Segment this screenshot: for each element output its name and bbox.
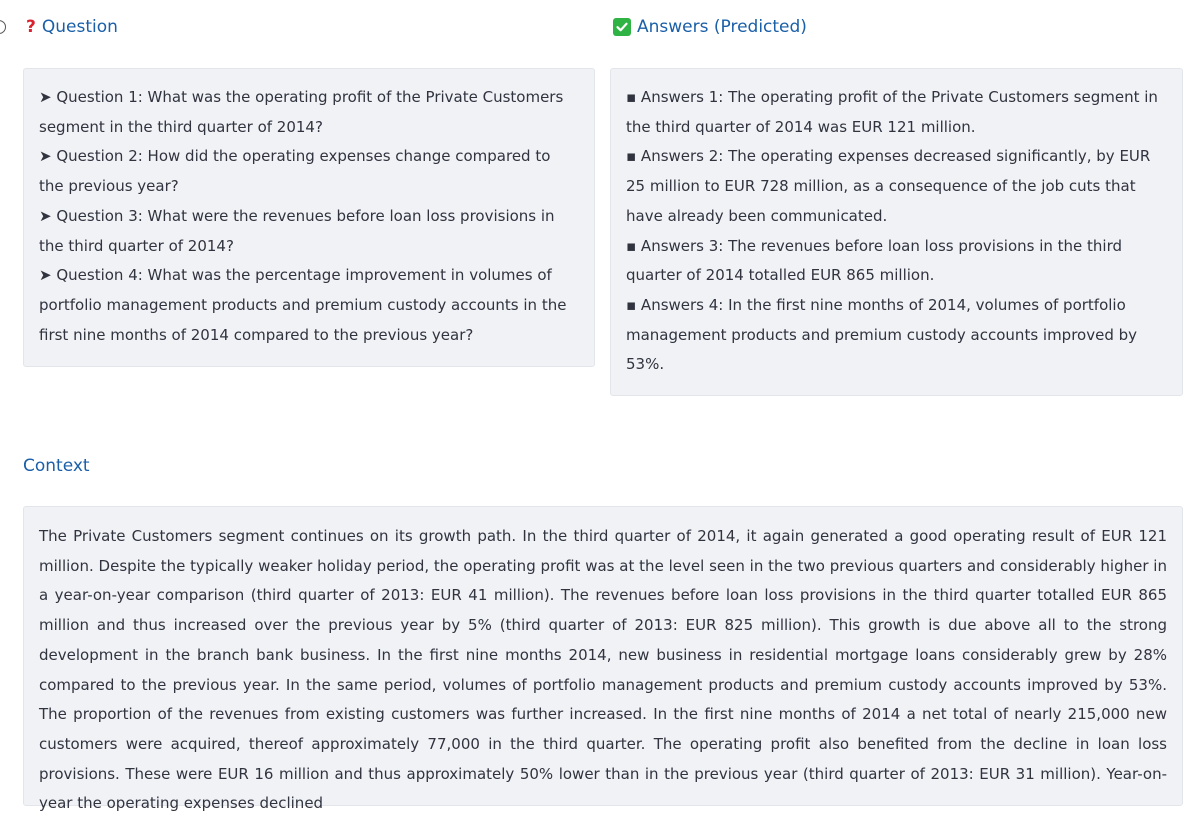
context-text: The Private Customers segment continues on its growth path. In the third quarter of 2014, it again generated a good operating result of EUR 121 million. Despite the typically weaker holiday period, the operating profit was at the level seen in the two previous quarters and considerably higher in a year-on-year comparison (third quarter of 2013: EUR 41 million). The revenues before loan loss provisions in the third quarter totalled EUR 865 million and thus increased over the previous year by 5% (third quarter of 2013: EUR 825 million). This growth is due above all to the strong development in the branch bank business. In the first nine months 2014, new business in residential mortgage loans considerably grew by 28% compared to the previous year. In the same period, volumes of portfolio management products and premium custody accounts improved by 53%. The proportion of the revenues from existing customers was further increased. In the first nine months of 2014 a net total of nearly 215,000 new customers were acquired, thereof approximately 77,000 in the third quarter. The operating profit also benefited from the decline in loan loss provisions. These were EUR 16 million and thus approximately 50% lower than in the previous year (third quarter of 2013: EUR 31 million). Year-on-year the operating expenses declined [39, 527, 1167, 813]
answer-item: ▪ Answers 3: The revenues before loan loss provisions in the third quarter of 2014 totalled EUR 865 million. [626, 236, 1123, 285]
question-item: ➤ Question 4: What was the percentage improvement in volumes of portfolio management products and premium custody accounts in the first nine months of 2014 compared to the previous year? [39, 266, 567, 344]
answer-item: ▪ Answers 4: In the first nine months of 2014, volumes of portfolio management products and premium custody accounts improved by 53%. [626, 295, 1138, 374]
question-item: ➤ Question 3: What were the revenues before loan loss provisions in the third quarter of 2014? [39, 206, 555, 255]
scroll-edge-indicator [0, 20, 6, 34]
question-heading [26, 17, 118, 37]
question-mark-icon: ? [26, 16, 36, 37]
answer-item: ▪ Answers 2: The operating expenses decreased significantly, by EUR 25 million to EUR 728 million, as a consequence of the job cuts that have already been communicated. [626, 147, 1151, 225]
check-mark-icon [613, 18, 631, 36]
question-heading-label: Question [41, 17, 118, 37]
answers-panel [610, 68, 1183, 396]
answers-heading-label: Answers (Predicted) [637, 17, 807, 37]
context-heading: Context [23, 456, 90, 476]
question-item: ➤ Question 1: What was the operating profit of the Private Customers segment in the third quarter of 2014? [39, 88, 564, 136]
answers-heading [613, 17, 807, 37]
questions-panel [23, 68, 595, 367]
answer-item: ▪ Answers 1: The operating profit of the Private Customers segment in the third quarter of 2014 was EUR 121 million. [626, 88, 1158, 136]
question-item: ➤ Question 2: How did the operating expenses change compared to the previous year? [39, 147, 551, 196]
context-panel [23, 506, 1183, 813]
